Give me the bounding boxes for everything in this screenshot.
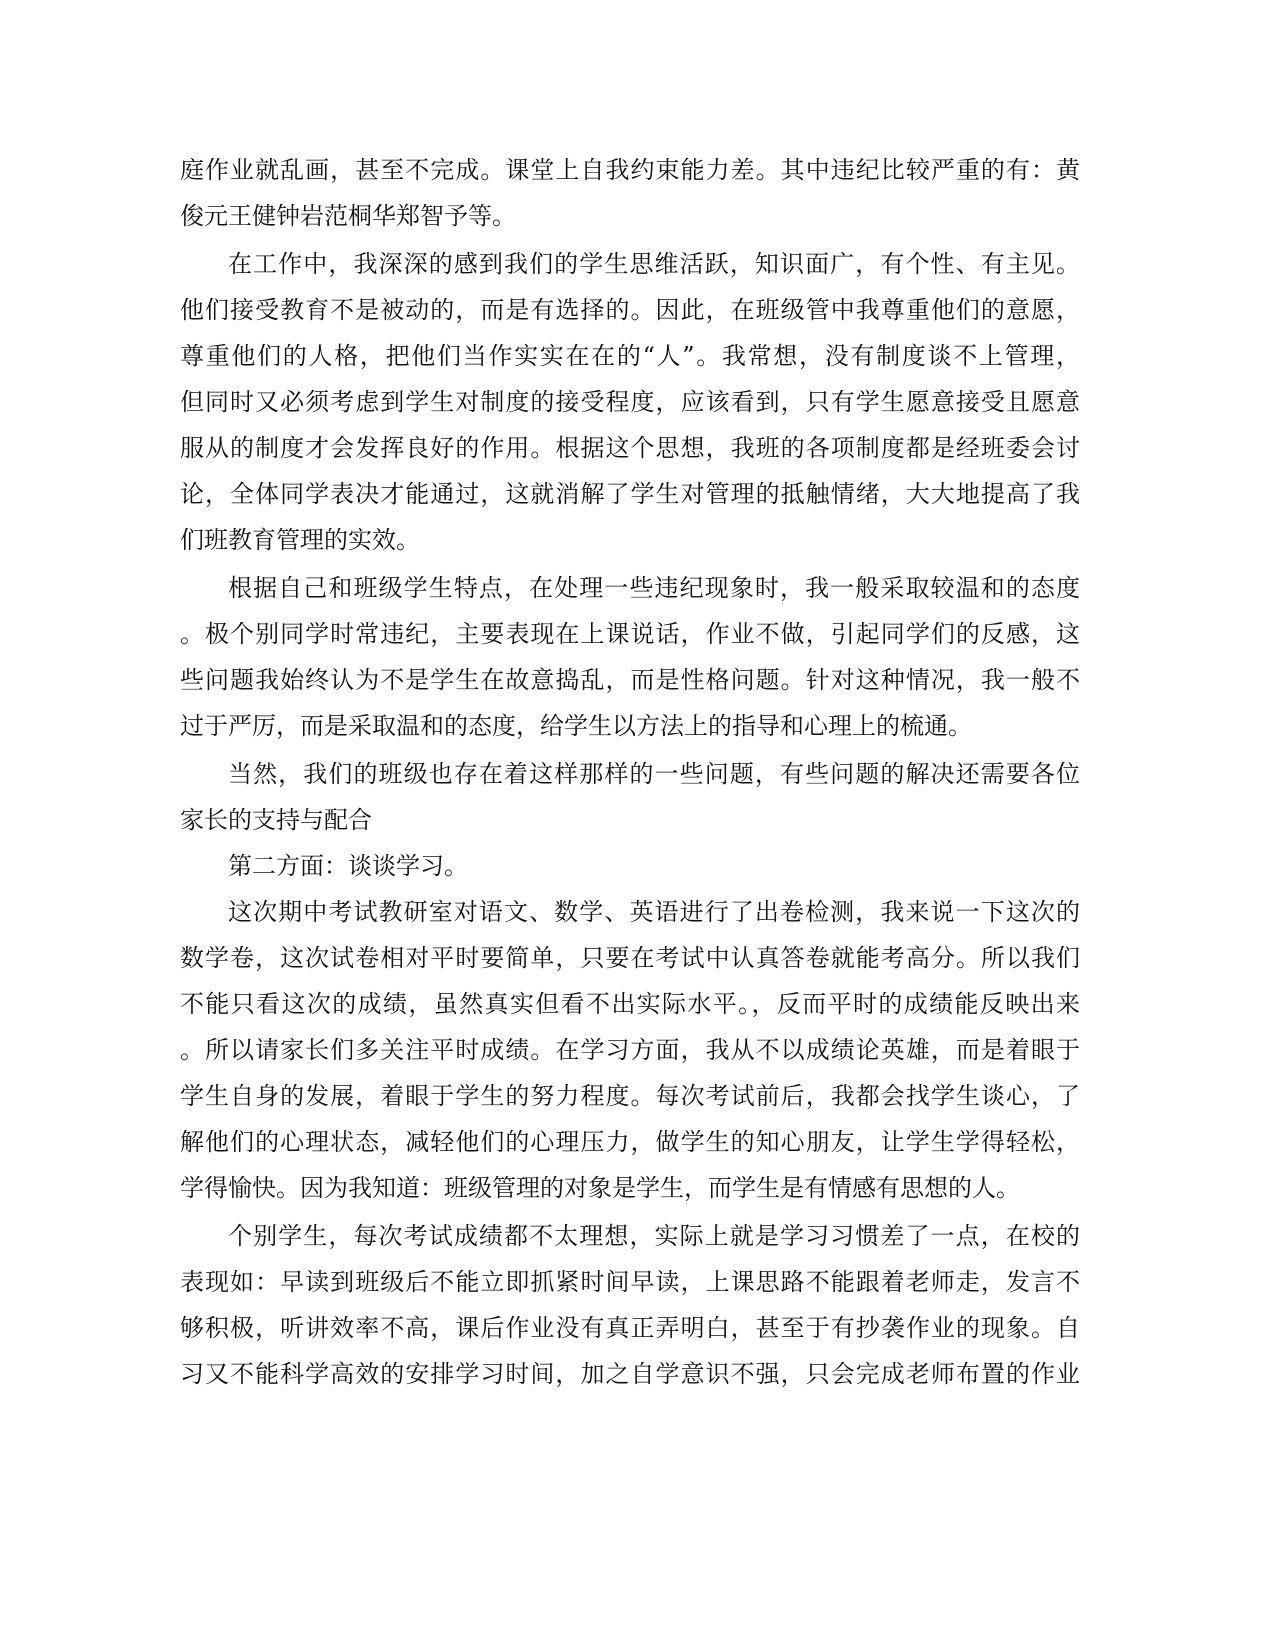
text-line: 过于严厉，而是采取温和的态度，给学生以方法上的指导和心理上的梳通。	[180, 712, 972, 740]
text-line: 解他们的心理状态，减轻他们的心理压力，做学生的知心朋友，让学生学得轻松，	[180, 1128, 1080, 1156]
paragraph-first-line: 这次期中考试教研室对语文、数学、英语进行了出卷检测，我来说一下这次的	[228, 898, 1080, 926]
text-line: 习又不能科学高效的安排学习时间，加之自学意识不强，只会完成老师布置的作业	[180, 1360, 1080, 1388]
text-line: 。极个别同学时常违纪，主要表现在上课说话，作业不做，引起同学们的反感，这	[180, 620, 1080, 648]
text-line: 俊元王健钟岩范桐华郑智予等。	[180, 202, 516, 230]
paragraph-first-line: 在工作中，我深深的感到我们的学生思维活跃，知识面广，有个性、有主见。	[228, 250, 1080, 278]
text-line: 庭作业就乱画，甚至不完成。课堂上自我约束能力差。其中违纪比较严重的有：黄	[180, 156, 1080, 184]
text-line: 够积极，听讲效率不高，课后作业没有真正弄明白，甚至于有抄袭作业的现象。自	[180, 1314, 1080, 1342]
paragraph-first-line: 个别学生，每次考试成绩都不太理想，实际上就是学习习惯差了一点，在校的	[228, 1222, 1080, 1250]
text-line: 们班教育管理的实效。	[180, 526, 420, 554]
text-line: 。所以请家长们多关注平时成绩。在学习方面，我从不以成绩论英雄，而是着眼于	[180, 1036, 1080, 1064]
text-line: 家长的支持与配合	[180, 806, 372, 834]
text-line: 数学卷，这次试卷相对平时要简单，只要在考试中认真答卷就能考高分。所以我们	[180, 944, 1080, 972]
text-line: 表现如：早读到班级后不能立即抓紧时间早读，上课思路不能跟着老师走，发言不	[180, 1268, 1080, 1296]
section-heading: 第二方面：谈谈学习。	[228, 852, 468, 880]
paragraph-first-line: 当然，我们的班级也存在着这样那样的一些问题，有些问题的解决还需要各位	[228, 760, 1080, 788]
text-line: 不能只看这次的成绩，虽然真实但看不出实际水平。，反而平时的成绩能反映出来	[180, 990, 1080, 1018]
text-line: 他们接受教育不是被动的，而是有选择的。因此，在班级管中我尊重他们的意愿，	[180, 296, 1080, 324]
text-line: 学得愉快。因为我知道：班级管理的对象是学生，而学生是有情感有思想的人。	[180, 1174, 1020, 1202]
text-line: 学生自身的发展，着眼于学生的努力程度。每次考试前后，我都会找学生谈心，了	[180, 1082, 1080, 1110]
text-line: 些问题我始终认为不是学生在故意捣乱，而是性格问题。针对这种情况，我一般不	[180, 666, 1080, 694]
text-line: 服从的制度才会发挥良好的作用。根据这个思想，我班的各项制度都是经班委会讨	[180, 434, 1080, 462]
text-line: 但同时又必须考虑到学生对制度的接受程度，应该看到，只有学生愿意接受且愿意	[180, 388, 1080, 416]
text-line: 尊重他们的人格，把他们当作实实在在的“人”。我常想，没有制度谈不上管理，	[180, 342, 1080, 370]
paragraph-first-line: 根据自己和班级学生特点，在处理一些违纪现象时，我一般采取较温和的态度	[228, 574, 1080, 602]
text-line: 论，全体同学表决才能通过，这就消解了学生对管理的抵触情绪，大大地提高了我	[180, 480, 1080, 508]
